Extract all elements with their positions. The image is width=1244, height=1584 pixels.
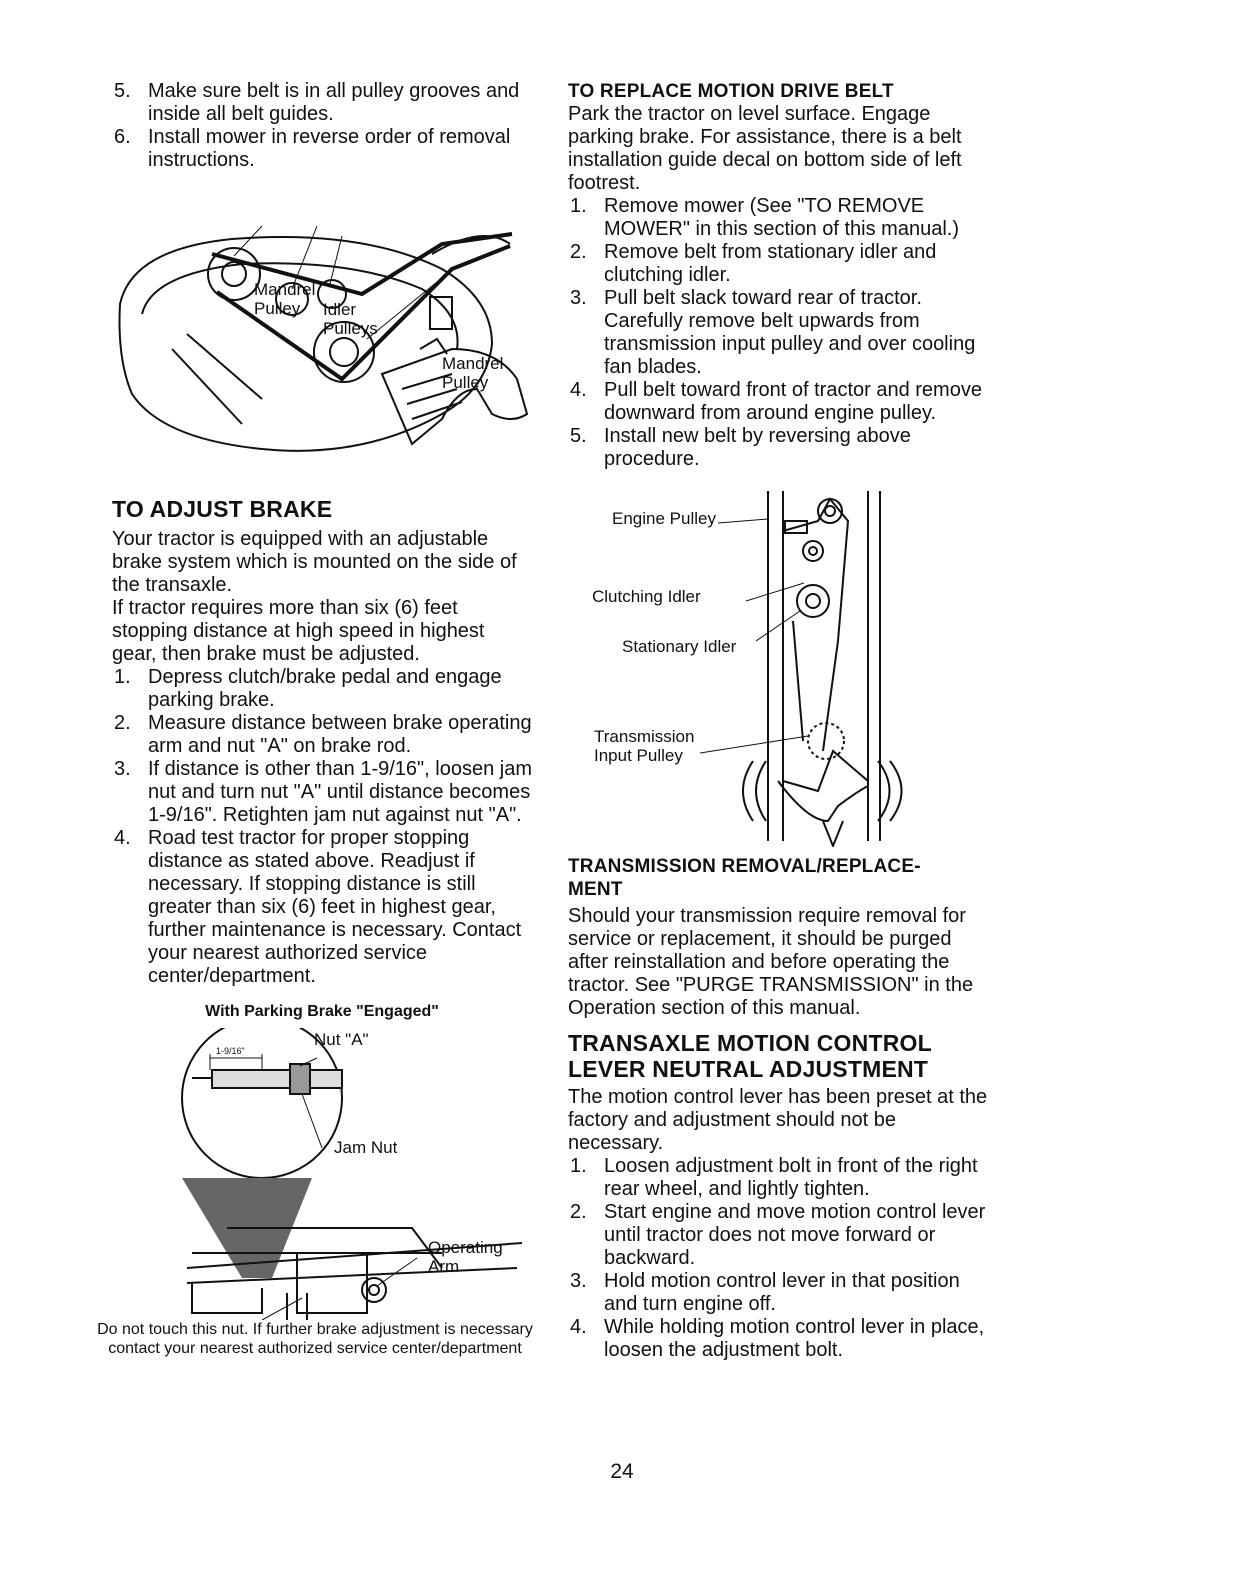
transaxle-heading: TRANSAXLE MOTION CONTROL LEVER NEUTRAL ADJUSTMENT	[568, 1030, 932, 1082]
mower-install-steps	[112, 80, 532, 172]
brake-para-2: If tractor requires more than six (6) feet stopping distance at high speed in highest gear, then brake must be adjusted.	[112, 597, 485, 665]
brake-figure	[112, 1028, 532, 1320]
belt-figure	[568, 491, 988, 847]
list-item: 5. Install new belt by reversing above procedure.	[570, 425, 911, 470]
list-item: 3. Hold motion control lever in that position and turn engine off.	[570, 1270, 960, 1315]
transmission-heading: TRANSMISSION REMOVAL/REPLACE- MENT	[568, 856, 921, 900]
transmission-text: Should your transmission require removal for service or replacement, it should be purged after reinstallation and before operating the tractor. See "PURGE TRANSMISSION" in the Operation section of this manual.	[568, 905, 974, 1019]
brake-steps	[112, 666, 532, 988]
left-column	[97, 80, 533, 1358]
label-idler-pulleys: Idler Pulleys	[323, 300, 378, 338]
label-engine-pulley: Engine Pulley	[612, 509, 716, 528]
brake-illustration	[112, 1028, 532, 1320]
label-transmission-input-pulley: Transmission Input Pulley	[594, 727, 695, 765]
list-item: 1. Remove mower (See "TO REMOVE MOWER" in this section of this manual.)	[570, 195, 959, 240]
label-stationary-idler: Stationary Idler	[622, 637, 737, 656]
list-item: 4. Road test tractor for proper stopping distance as stated above. Readjust if necessary. If stopping distance is still greater than six (6) feet in highest gear, further maintenance is necessary. Contact your nearest authorized service center/department.	[114, 827, 522, 987]
list-item: 4. While holding motion control lever in place, loosen the adjustment bolt.	[570, 1316, 985, 1361]
list-item: 2. Measure distance between brake operating arm and nut "A" on brake rod.	[114, 712, 532, 757]
list-item: 1. Depress clutch/brake pedal and engage parking brake.	[114, 666, 502, 711]
label-clutching-idler: Clutching Idler	[592, 587, 701, 606]
brake-heading: TO ADJUST BRAKE	[112, 496, 333, 522]
list-item: 2. Start engine and move motion control lever until tractor does not move forward or backward.	[570, 1201, 986, 1269]
brake-para-1: Your tractor is equipped with an adjustable brake system which is mounted on the side of the transaxle.	[112, 528, 517, 596]
mower-deck-illustration	[112, 174, 532, 496]
list-item: 3. Pull belt slack toward rear of tractor. Carefully remove belt upwards from transmission input pulley and over cooling fan blades.	[570, 287, 976, 378]
list-item: 1. Loosen adjustment bolt in front of the right rear wheel, and lightly tighten.	[570, 1155, 978, 1200]
belt-intro: Park the tractor on level surface. Engage parking brake. For assistance, there is a belt installation guide decal on bottom side of left footrest.	[568, 103, 962, 194]
label-mandrel-pulley-2: Mandrel Pulley	[442, 354, 504, 392]
right-column	[568, 80, 988, 1362]
list-item: 5. Make sure belt is in all pulley grooves and inside all belt guides.	[114, 80, 520, 125]
belt-illustration	[568, 491, 988, 847]
label-nut-a: Nut "A"	[314, 1030, 369, 1049]
brake-figure-title: With Parking Brake "Engaged"	[205, 1003, 439, 1020]
brake-figure-caption: Do not touch this nut. If further brake adjustment is necessary contact your nearest authorized service center/department	[97, 1321, 533, 1357]
belt-heading: TO REPLACE MOTION DRIVE BELT	[568, 81, 894, 102]
label-mandrel-pulley-1: Mandrel Pulley	[254, 280, 316, 318]
page-number: 24	[610, 1460, 634, 1483]
belt-steps	[568, 195, 988, 471]
list-item: 3. If distance is other than 1-9/16", loosen jam nut and turn nut "A" until distance becomes 1-9/16". Retighten jam nut against nut "A".	[114, 758, 532, 826]
label-operating-arm: Operating Arm	[428, 1238, 503, 1276]
mower-deck-figure	[112, 174, 532, 496]
label-dimension: 1-9/16"	[216, 1046, 245, 1056]
list-item: 6. Install mower in reverse order of removal instructions.	[114, 126, 511, 171]
label-jam-nut: Jam Nut	[334, 1138, 398, 1157]
list-item: 4. Pull belt toward front of tractor and remove downward from around engine pulley.	[570, 379, 982, 424]
list-item: 2. Remove belt from stationary idler and clutching idler.	[570, 241, 937, 286]
transaxle-steps	[568, 1155, 988, 1362]
transaxle-intro: The motion control lever has been preset at the factory and adjustment should not be necessary.	[568, 1086, 988, 1154]
